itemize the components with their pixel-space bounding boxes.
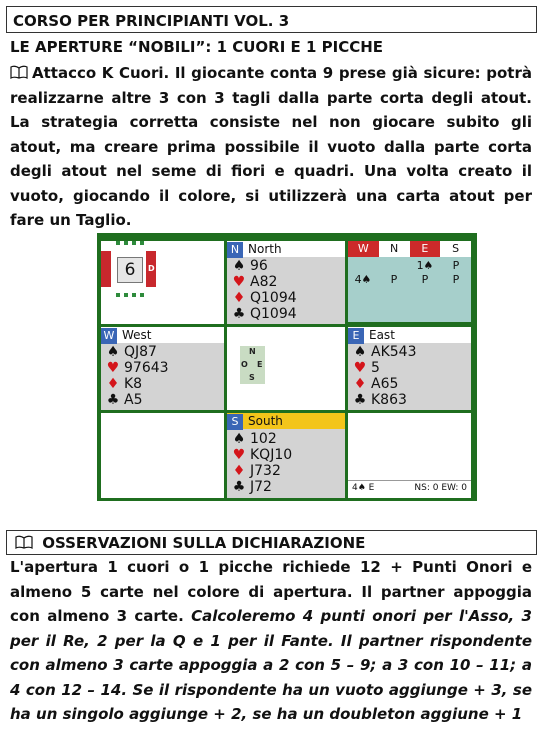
compass-o: O [241,360,248,369]
contract: 4♠ E [352,483,375,493]
north-hand [227,241,345,324]
open-book-icon [15,535,33,549]
course-title: CORSO PER PRINCIPIANTI VOL. 3 [6,6,537,33]
bid: P [390,273,398,286]
intro-paragraph [10,61,532,233]
diamond-icon: ♦ [232,290,246,306]
dealer-marker: D [148,264,155,273]
west-diamonds: ♦ K8 [106,376,143,392]
auction-head-w: W [348,241,379,257]
east-label [348,327,471,343]
auction-head-s: S [440,241,471,257]
heart-icon: ♥ [353,360,367,376]
east-name: East [369,328,395,342]
east-hand [348,327,471,410]
bid: P [452,259,460,272]
bid: 4♠ [354,273,372,286]
club-icon: ♣ [232,306,246,322]
bid: P [421,273,429,286]
diamond-icon: ♦ [353,376,367,392]
heart-icon: ♥ [232,274,246,290]
lesson-subtitle: LE APERTURE “NOBILI”: 1 CUORI E 1 PICCHE [10,38,384,56]
north-spades: ♠ 96 [232,258,268,274]
board-cell-nw [101,241,224,324]
intro-text: Attacco K Cuori. Il giocante conta 9 prese già sicure: potrà realizzarne altre 3 con 3 tagli dalla parte corta degli atout. La strategia corretta consiste nel non giocare subito gli atout, ma creare prima possibile il vuoto dalla parte corta degli atout nel seme di fiori e quadri. Una volta creato il vuoto, giocando il colore, si utilizzerà una carta atout per fare un Taglio. [10,64,532,229]
auction-header [348,241,471,257]
section-text-plain: L'apertura 1 cuori o 1 picche richiede 12 + Punti Onori e almeno 5 carte nel colore di apertura. Il partner appoggia con almeno 3 carte. [10,558,532,625]
bid: 1♠ [416,259,434,272]
south-name: South [248,414,283,428]
spade-icon: ♠ [353,344,367,360]
east-hearts: ♥ 5 [353,360,380,376]
north-name: North [248,242,282,256]
compass [240,346,265,384]
west-spades: ♠ QJ87 [106,344,157,360]
compass-e: E [257,360,263,369]
west-label [101,327,224,343]
spade-icon: ♠ [106,344,120,360]
section-header [6,530,537,555]
vulnerability-stripes [116,241,148,245]
south-clubs: ♣ J72 [232,479,272,495]
west-name: West [122,328,152,342]
section-paragraph [10,555,532,727]
diamond-icon: ♦ [232,463,246,479]
south-spades: ♠ 102 [232,431,277,447]
east-clubs: ♣ K863 [353,392,407,408]
west-dir: W [101,328,117,344]
north-diamonds: ♦ Q1094 [232,290,297,306]
vulnerable-ns-bar [101,251,111,287]
south-label [227,413,345,429]
bid: P [452,273,460,286]
auction-head-n: N [379,241,410,257]
vulnerability-stripes-bottom [116,293,148,297]
club-icon: ♣ [353,392,367,408]
heart-icon: ♥ [232,447,246,463]
south-diamonds: ♦ J732 [232,463,281,479]
score: NS: 0 EW: 0 [414,483,467,493]
bridge-board [97,233,477,501]
auction-head-e: E [410,241,441,257]
open-book-icon [10,65,28,79]
section-title: OSSERVAZIONI SULLA DICHIARAZIONE [42,534,366,552]
south-hand [227,413,345,498]
section-text-italic: Calcoleremo 4 punti onori per l'Asso, 3 per il Re, 2 per la Q e 1 per il Fante. Il partner rispondente con almeno 3 carte appoggia a 2 con 5 – 9; a 3 con 10 – 11; a 4 con 12 – 14. Se il rispondente ha un vuoto aggiunge + 3, se ha un singolo aggiunge + 2, se ha un doubleton aggiune + 1 [10,607,532,723]
club-icon: ♣ [106,392,120,408]
spade-icon: ♠ [232,431,246,447]
compass-n: N [249,347,256,356]
auction-box [348,241,471,322]
east-diamonds: ♦ A65 [353,376,399,392]
south-dir: S [227,414,243,430]
east-dir: E [348,328,364,344]
north-dir: N [227,242,243,258]
contract-score-bar [348,480,471,495]
spade-icon: ♠ [232,258,246,274]
club-icon: ♣ [232,479,246,495]
board-cell-sw [101,413,224,498]
north-clubs: ♣ Q1094 [232,306,297,322]
north-hearts: ♥ A82 [232,274,278,290]
north-label [227,241,345,257]
south-hearts: ♥ KQJ10 [232,447,293,463]
board-number: 6 [117,257,143,283]
east-spades: ♠ AK543 [353,344,417,360]
vulnerability-box [101,251,156,287]
west-clubs: ♣ A5 [106,392,143,408]
diamond-icon: ♦ [106,376,120,392]
west-hearts: ♥ 97643 [106,360,169,376]
compass-s: S [249,373,255,382]
heart-icon: ♥ [106,360,120,376]
west-hand [101,327,224,410]
